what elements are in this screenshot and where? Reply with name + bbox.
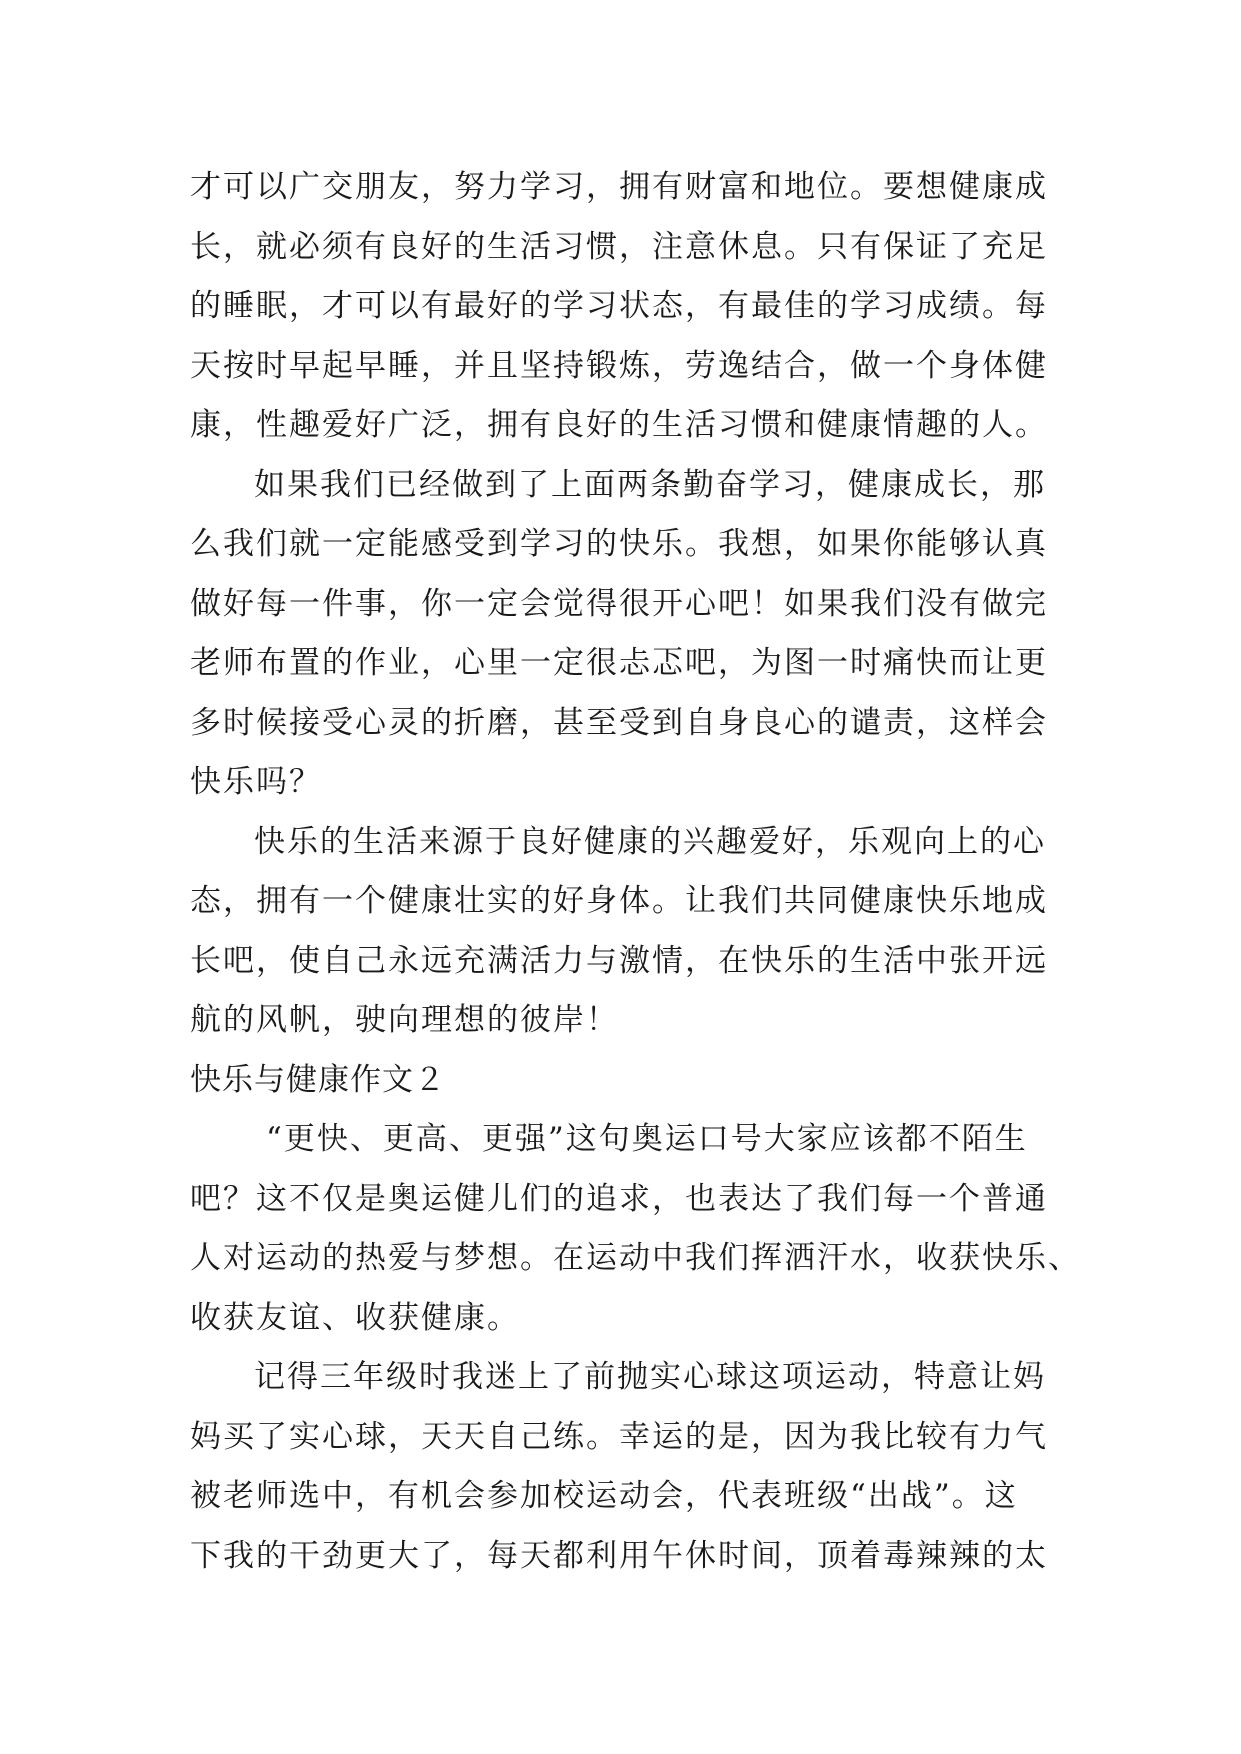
text-line: 康，性趣爱好广泛，拥有良好的生活习惯和健康情趣的人。 xyxy=(190,407,1048,443)
text-line: 老师布置的作业，心里一定很忐忑吧，为图一时痛快而让更 xyxy=(190,645,1048,681)
text-line: 下我的干劲更大了，每天都利用午休时间，顶着毒辣辣的太 xyxy=(190,1537,1048,1574)
text-line: 被老师选中，有机会参加校运动会，代表班级“出战”。这 xyxy=(190,1478,1018,1514)
text-line: 人对运动的热爱与梦想。在运动中我们挥洒汗水，收获快乐、 xyxy=(190,1240,1081,1276)
text-line: 收获友谊、收获健康。 xyxy=(190,1299,520,1336)
text-line: 航的风帆，驶向理想的彼岸！ xyxy=(190,1002,619,1038)
paragraph-start-line: 如果我们已经做到了上面两条勤奋学习，健康成长，那 xyxy=(254,466,1046,503)
section-heading: 快乐与健康作文２ xyxy=(190,1061,446,1098)
text-line: 做好每一件事，你一定会觉得很开心吧！如果我们没有做完 xyxy=(190,585,1048,622)
text-line: 天按时早起早睡，并且坚持锻炼，劳逸结合，做一个身体健 xyxy=(190,347,1048,384)
text-line: 才可以广交朋友，努力学习，拥有财富和地位。要想健康成 xyxy=(190,169,1048,205)
paragraph-start-line: “更快、更高、更强”这句奥运口号大家应该都不陌生 xyxy=(266,1121,1028,1157)
text-line: 长吧，使自己永远充满活力与激情，在快乐的生活中张开远 xyxy=(190,942,1048,979)
text-line: 妈买了实心球，天天自己练。幸运的是，因为我比较有力气 xyxy=(190,1418,1048,1455)
text-line: 多时候接受心灵的折磨，甚至受到自身良心的谴责，这样会 xyxy=(190,704,1048,741)
text-line: 快乐吗？ xyxy=(190,764,322,800)
text-line: 吧？这不仅是奥运健儿们的追求，也表达了我们每一个普通 xyxy=(190,1180,1048,1217)
essay-body xyxy=(190,158,1081,1586)
paragraph-start-line: 快乐的生活来源于良好健康的兴趣爱好，乐观向上的心 xyxy=(254,823,1046,860)
text-line: 长，就必须有良好的生活习惯，注意休息。只有保证了充足 xyxy=(190,228,1048,265)
paragraph-start-line: 记得三年级时我迷上了前抛实心球这项运动，特意让妈 xyxy=(254,1359,1046,1395)
text-line: 态，拥有一个健康壮实的好身体。让我们共同健康快乐地成 xyxy=(190,883,1048,919)
text-line: 的睡眠，才可以有最好的学习状态，有最佳的学习成绩。每 xyxy=(190,288,1048,324)
text-line: 么我们就一定能感受到学习的快乐。我想，如果你能够认真 xyxy=(190,526,1048,562)
